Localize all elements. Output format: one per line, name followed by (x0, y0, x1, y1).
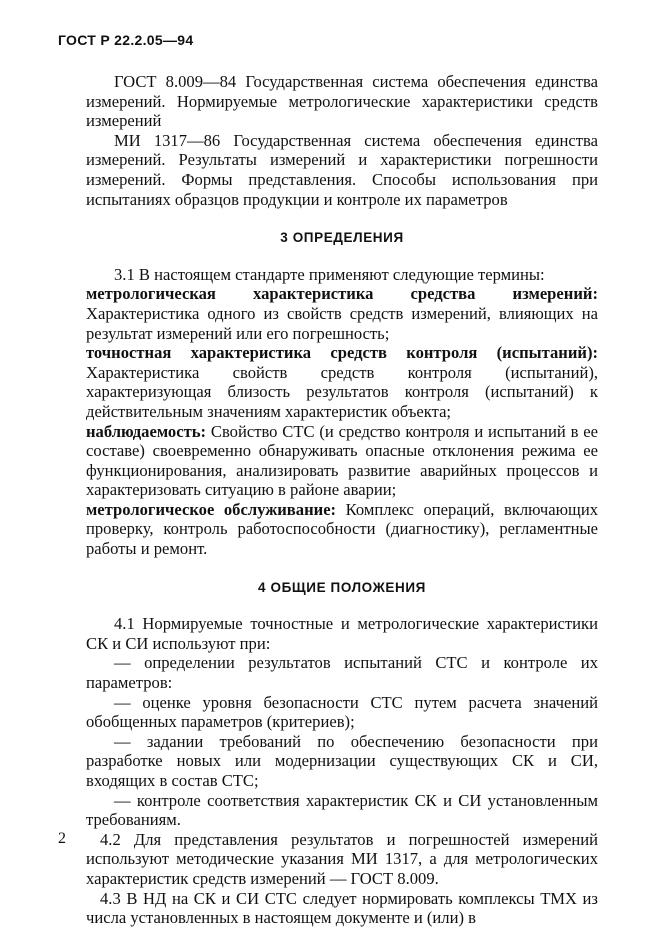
section-3-title: 3 ОПРЕДЕЛЕНИЯ (280, 230, 404, 246)
section-4-title: 4 ОБЩИЕ ПОЛОЖЕНИЯ (258, 579, 426, 595)
term-name: наблюдаемость: (86, 421, 207, 441)
list-item: — задании требований по обеспечению безопасности при разработке новых или модернизации существующих СК и СИ, входящих в состав СТС; (86, 731, 598, 790)
term-definition (86, 500, 598, 559)
term-name: точностная характеристика средств контроля (испытаний): (86, 343, 598, 363)
term-name: метрологическая характеристика средства измерений: (86, 284, 598, 304)
list-item: — определении результатов испытаний СТС и контроле их параметров: (86, 653, 598, 693)
term-definition (86, 343, 598, 421)
term-definition (86, 422, 598, 500)
term-text: Комплекс операций, включающих проверку, контроль работоспособности (диагностику), регламентные работы и ремонт. (86, 499, 598, 559)
term-text: Характеристика свойств средств контроля (испытаний), характеризующая близость результатов контроля (испытаний) к действительным значениям характеристик объекта; (86, 362, 598, 421)
paragraph-4-1: 4.1 Нормируемые точностные и метрологические характеристики СК и СИ используют при: (86, 614, 598, 653)
document-body (86, 72, 598, 928)
reference-gost-8009: ГОСТ 8.009—84 Государственная система обеспечения единства измерений. Нормируемые метрологические характеристики средств измерений (86, 72, 598, 131)
term-text: Характеристика одного из свойств средств измерений, влияющих на результат измерений или его погрешность; (86, 303, 598, 343)
document-header: ГОСТ Р 22.2.05—94 (58, 32, 194, 48)
section-3-intro: 3.1 В настоящем стандарте применяют следующие термины: (114, 264, 545, 284)
list-item: — контроле соответствия характеристик СК и СИ установленным требованиям. (86, 790, 598, 830)
term-text: Свойство СТС (и средство контроля и испытаний в ее составе) своевременно обнаруживать опасные отклонения режима ее функционирования, анализировать развитие аварийных процессов и характеризовать ситуацию в районе аварии; (86, 421, 598, 500)
reference-mi-1317: МИ 1317—86 Государственная система обеспечения единства измерений. Результаты измерений и характеристики погрешности измерений. Формы представления. Способы использования при испытаниях образцов продукции и контроле их параметров (86, 130, 598, 209)
paragraph-4-2: 4.2 Для представления результатов и погрешностей измерений используют методические указания МИ 1317, а для метрологических характеристик средств измерений — ГОСТ 8.009. (86, 829, 598, 888)
list-item: — оценке уровня безопасности СТС путем расчета значений обобщенных параметров (критериев); (86, 692, 598, 732)
term-definition (86, 284, 598, 343)
paragraph-4-3: 4.3 В НД на СК и СИ СТС следует нормировать комплексы ТМХ из числа установленных в настоящем документе и (или) в (86, 888, 598, 928)
page-number: 2 (58, 830, 66, 847)
term-name: метрологическое обслуживание: (86, 499, 337, 519)
